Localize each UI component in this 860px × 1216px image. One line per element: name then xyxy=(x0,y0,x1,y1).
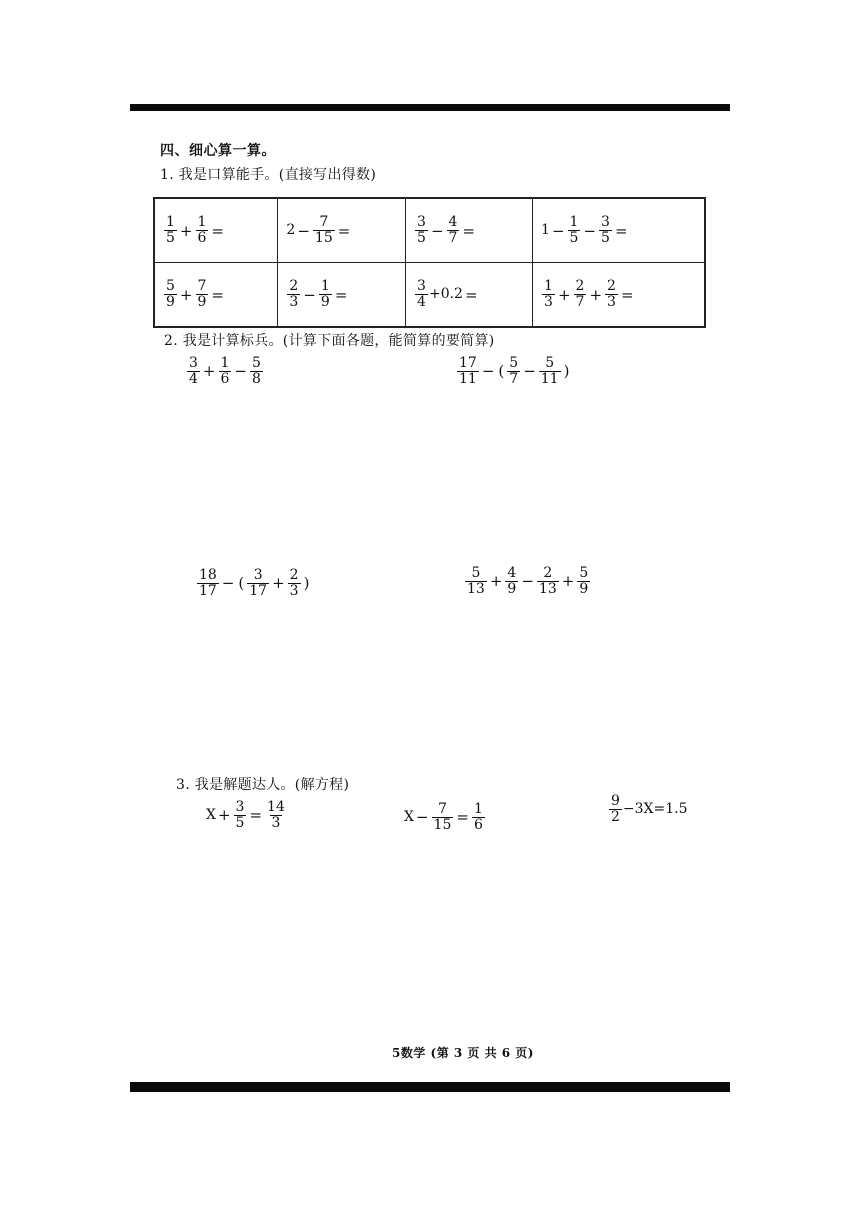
oral-cell-r1c4: 1 − $\frac{1}{5}$ − $\frac{3}{5}$ = xyxy=(533,198,705,263)
fraction: $\frac{5}{9}$ xyxy=(579,565,589,597)
calc-expression-2: $\frac{17}{11}$ − ( $\frac{5}{7}$ − $\frac{5}{11}$ ) xyxy=(459,355,570,387)
fraction: $\frac{5}{11}$ xyxy=(540,355,559,387)
fraction: $\frac{3}{4}$ xyxy=(417,278,426,310)
fraction: $\frac{1}{5}$ xyxy=(166,214,175,246)
fraction: $\frac{5}{13}$ xyxy=(467,565,485,597)
fraction: $\frac{14}{3}$ xyxy=(267,799,285,831)
fraction: $\frac{1}{6}$ xyxy=(197,214,207,246)
oral-cell-r1c2: 2 − $\frac{7}{15}$ = xyxy=(278,198,406,263)
equation-3: $\frac{9}{2}$ −3X=1.5 xyxy=(611,793,688,825)
fraction: $\frac{3}{5}$ xyxy=(417,214,426,246)
oral-cell-r2c2: $\frac{2}{3}$ − $\frac{1}{9}$ = xyxy=(278,263,406,328)
fraction: $\frac{1}{6}$ xyxy=(473,801,483,833)
fraction: $\frac{3}{17}$ xyxy=(249,567,268,599)
fraction: $\frac{9}{2}$ xyxy=(611,793,620,825)
table-row xyxy=(154,263,705,328)
fraction: $\frac{18}{17}$ xyxy=(199,567,217,599)
section-title: 四、细心算一算。 xyxy=(160,143,276,159)
fraction: $\frac{1}{3}$ xyxy=(544,278,553,310)
table-row xyxy=(154,198,705,263)
fraction: $\frac{2}{13}$ xyxy=(538,565,557,597)
fraction: $\frac{3}{4}$ xyxy=(189,355,198,387)
fraction: $\frac{5}{8}$ xyxy=(252,355,261,387)
bottom-border-rule xyxy=(130,1082,730,1092)
oral-cell-r1c1: $\frac{1}{5}$ + $\frac{1}{6}$ = xyxy=(154,198,278,263)
fraction: $\frac{3}{5}$ xyxy=(601,214,610,246)
fraction: $\frac{1}{9}$ xyxy=(320,278,330,310)
calc-expression-3: $\frac{18}{17}$ − ( $\frac{3}{17}$ + $\frac{2}{3}$ ) xyxy=(199,567,310,599)
oral-cell-r2c4: $\frac{1}{3}$ + $\frac{2}{7}$ + $\frac{2}{3}$ = xyxy=(533,263,705,328)
oral-cell-r2c3: $\frac{3}{4}$ +0.2 = xyxy=(406,263,533,328)
fraction: $\frac{5}{7}$ xyxy=(509,355,519,387)
equation-2: X − $\frac{7}{15}$ = $\frac{1}{6}$ xyxy=(404,801,483,833)
fraction: $\frac{17}{11}$ xyxy=(459,355,477,387)
top-border-rule xyxy=(130,104,730,111)
part1-instruction: 1. 我是口算能手。(直接写出得数) xyxy=(160,167,377,183)
oral-cell-r2c1: $\frac{5}{9}$ + $\frac{7}{9}$ = xyxy=(154,263,278,328)
oral-cell-r1c3: $\frac{3}{5}$ − $\frac{4}{7}$ = xyxy=(406,198,533,263)
fraction: $\frac{4}{9}$ xyxy=(507,565,517,597)
fraction: $\frac{2}{3}$ xyxy=(607,278,616,310)
fraction: $\frac{5}{9}$ xyxy=(166,278,175,310)
fraction: $\frac{1}{6}$ xyxy=(220,355,230,387)
fraction: $\frac{7}{15}$ xyxy=(433,801,452,833)
fraction: $\frac{1}{5}$ xyxy=(569,214,579,246)
part2-instruction: 2. 我是计算标兵。(计算下面各题，能简算的要简算) xyxy=(164,333,495,349)
fraction: $\frac{4}{7}$ xyxy=(448,214,458,246)
fraction: $\frac{7}{15}$ xyxy=(314,214,333,246)
fraction: $\frac{2}{3}$ xyxy=(289,278,299,310)
fraction: $\frac{2}{7}$ xyxy=(575,278,585,310)
equation-1: X + $\frac{3}{5}$ = $\frac{14}{3}$ xyxy=(206,799,285,831)
calc-expression-1: $\frac{3}{4}$ + $\frac{1}{6}$ − $\frac{5}{8}$ xyxy=(189,355,261,387)
fraction: $\frac{2}{3}$ xyxy=(289,567,299,599)
page-footer: 5数学 (第 3 页 共 6 页) xyxy=(392,1046,534,1060)
fraction: $\frac{7}{9}$ xyxy=(197,278,207,310)
fraction: $\frac{3}{5}$ xyxy=(235,799,245,831)
calc-expression-4: $\frac{5}{13}$ + $\frac{4}{9}$ − $\frac{2}{13}$ + $\frac{5}{9}$ xyxy=(467,565,589,597)
part3-instruction: 3. 我是解题达人。(解方程) xyxy=(176,777,350,793)
oral-calc-table xyxy=(153,197,706,328)
